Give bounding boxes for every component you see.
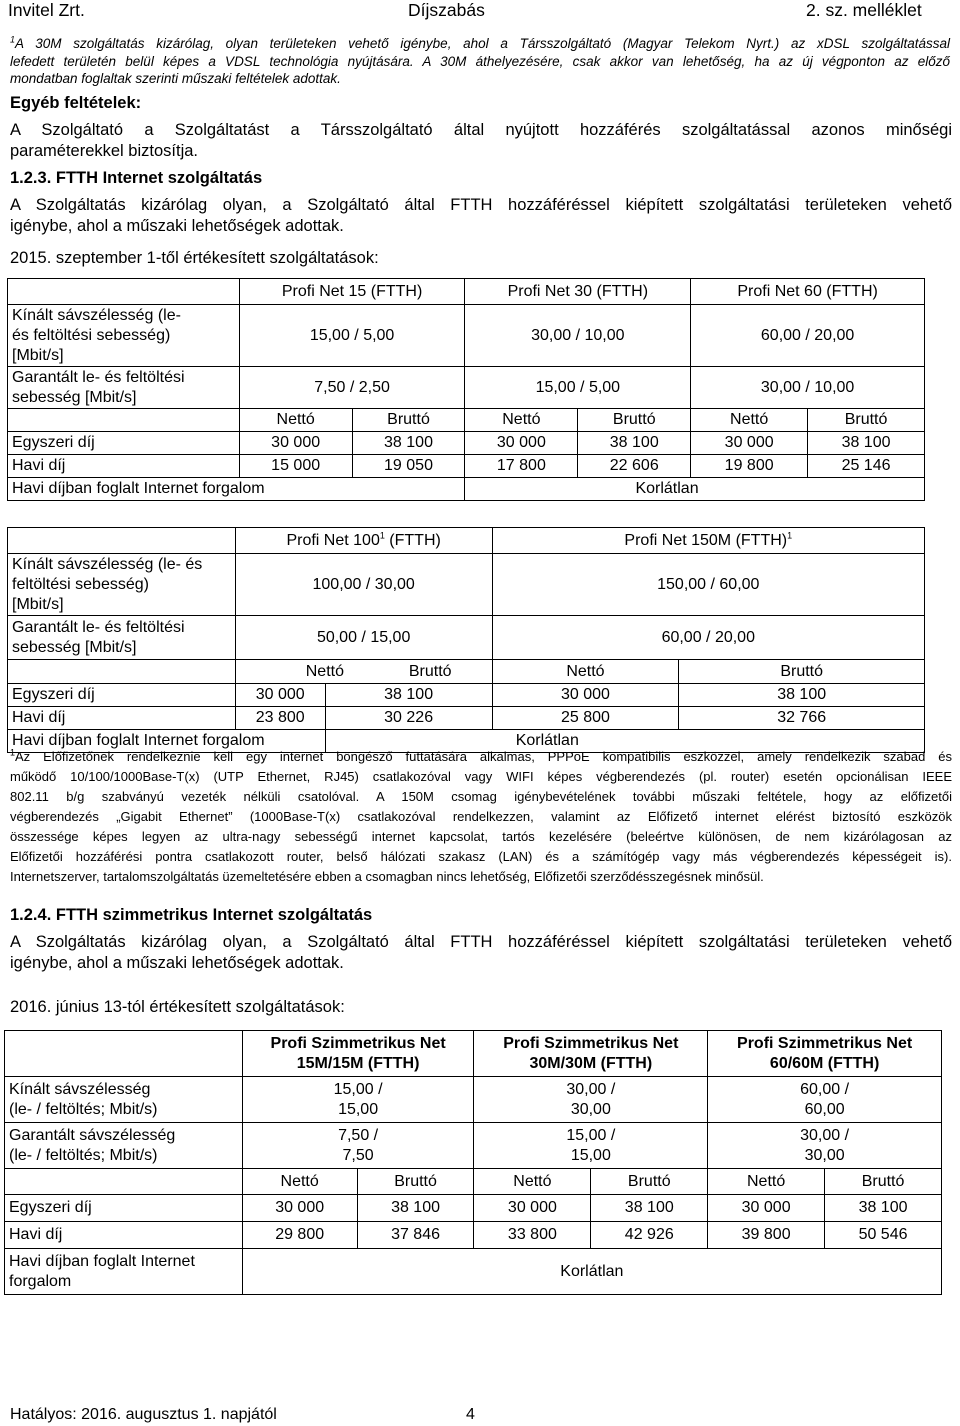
- bandwidth-value: 30,00 / 10,00: [465, 305, 691, 367]
- net-header: Nettó: [465, 409, 578, 432]
- plan-name: Profi Net 15 (FTTH): [239, 279, 465, 305]
- row-label-bandwidth: Kínált sávszélesség (le- / feltöltés; Mbit/s): [5, 1077, 243, 1123]
- fee-cell: 15 000: [239, 455, 352, 478]
- fee-cell: 30 000: [239, 432, 352, 455]
- fee-cell: 32 766: [679, 707, 925, 730]
- empty-cell: [8, 409, 240, 432]
- traffic-value: Korlátlan: [325, 730, 924, 753]
- fee-cell: 38 100: [325, 684, 492, 707]
- fee-cell: 33 800: [474, 1222, 591, 1249]
- gross-header: Bruttó: [357, 1169, 474, 1195]
- fee-cell: 38 100: [679, 684, 925, 707]
- other-conditions-heading: Egyéb feltételek:: [10, 94, 142, 112]
- gross-header: Bruttó: [408, 662, 452, 680]
- gross-header: Bruttó: [808, 409, 925, 432]
- table-corner: [5, 1031, 243, 1077]
- guaranteed-value: 7,50 / 2,50: [239, 367, 465, 409]
- footnote-line: működő 10/100/1000Base-T(x) (UTP Ethernet, RJ45) csatlakozóval vagy WIFI képes végberendezés (pl. router) esetén opcionálisan IEEE: [10, 769, 952, 784]
- footer-effective-date: Hatályos: 2016. augusztus 1. napjától: [10, 1406, 277, 1423]
- bandwidth-value: 30,00 / 30,00: [474, 1077, 708, 1123]
- fee-cell: 30 000: [691, 432, 808, 455]
- fee-cell: 17 800: [465, 455, 578, 478]
- footnote-line: Internetszerver, tartalomszolgáltatás üzemeltetésére ebben a csomagban nincs lehetőség, Előfizetői szerződésszegésnek minősül.: [10, 869, 764, 884]
- fee-cell: 30 000: [492, 684, 679, 707]
- footnote-30m-line3: mondatban foglaltak szerinti műszaki feltételek adottak.: [10, 71, 341, 86]
- bandwidth-value: 15,00 / 5,00: [239, 305, 465, 367]
- fee-cell: 30 226: [325, 707, 492, 730]
- fee-cell: 25 800: [492, 707, 679, 730]
- plan-name: Profi Szimmetrikus Net 30M/30M (FTTH): [474, 1031, 708, 1077]
- table-corner: [8, 528, 236, 554]
- fee-cell: 42 926: [591, 1222, 708, 1249]
- gross-header: Bruttó: [679, 660, 925, 684]
- fee-cell: 30 000: [465, 432, 578, 455]
- guaranteed-value: 30,00 / 30,00: [708, 1123, 942, 1169]
- footer-page-number: 4: [466, 1406, 475, 1423]
- footnote-line: 802.11 b/g szabványú vezeték nélküli csatolóval. A 150M csomag igénybevételének további műszaki feltétele, hogy az előfizetői: [10, 789, 952, 804]
- gross-header: Bruttó: [825, 1169, 942, 1195]
- fee-cell: 29 800: [242, 1222, 357, 1249]
- section-123-line1: A Szolgáltatás kizárólag olyan, a Szolgáltató által FTTH hozzáféréssel kiépített szolgáltatási területeken vehető: [10, 196, 952, 214]
- fee-cell: 30 000: [708, 1195, 825, 1222]
- plan-name: Profi Net $100^1$ (FTTH): [235, 528, 492, 554]
- fee-cell: 30 000: [242, 1195, 357, 1222]
- empty-cell: [5, 1169, 243, 1195]
- header-title: Díjszabás: [408, 0, 485, 20]
- row-label-traffic: Havi díjban foglalt Internet forgalom: [5, 1249, 243, 1295]
- net-header: Nettó: [708, 1169, 825, 1195]
- net-header: Nettó: [305, 662, 344, 680]
- row-label-bandwidth: Kínált sávszélesség (le- és feltöltési sebesség) [Mbit/s]: [8, 305, 240, 367]
- traffic-value: Korlátlan: [242, 1249, 941, 1295]
- table-corner: [8, 279, 240, 305]
- row-label-guaranteed: Garantált le- és feltöltési sebesség [Mbit/s]: [8, 367, 240, 409]
- bandwidth-value: 150,00 / 60,00: [492, 554, 924, 616]
- bandwidth-value: 60,00 / 20,00: [691, 305, 925, 367]
- pricing-table-ftth: [7, 278, 925, 501]
- section-124-line1: A Szolgáltatás kizárólag olyan, a Szolgáltató által FTTH hozzáféréssel kiépített szolgáltatási területeken vehető: [10, 933, 952, 951]
- section-123-date: 2015. szeptember 1-től értékesített szolgáltatások:: [10, 249, 379, 267]
- plan-name: Profi Net 150M (FTTH)$^1$: [492, 528, 924, 554]
- net-header: Nettó: [474, 1169, 591, 1195]
- fee-cell: 19 050: [352, 455, 465, 478]
- row-label-guaranteed: Garantált le- és feltöltési sebesség [Mbit/s]: [8, 616, 236, 660]
- section-123-line2: igénybe, ahol a műszaki lehetőségek adottak.: [10, 217, 344, 235]
- section-123-heading: 1.2.3. FTTH Internet szolgáltatás: [10, 169, 263, 187]
- row-label-one-time-fee: Egyszeri díj: [8, 432, 240, 455]
- row-label-bandwidth: Kínált sávszélesség (le- és feltöltési sebesség) [Mbit/s]: [8, 554, 236, 616]
- gross-header: Bruttó: [578, 409, 691, 432]
- guaranteed-value: 60,00 / 20,00: [492, 616, 924, 660]
- row-label-traffic: Havi díjban foglalt Internet forgalom: [8, 478, 465, 501]
- other-conditions-line1: A Szolgáltató a Szolgáltatást a Társszolgáltató által nyújtott hozzáférés szolgáltatással azonos minőségi: [10, 121, 952, 139]
- other-conditions-line2: paraméterekkel biztosítja.: [10, 142, 199, 160]
- fee-cell: 38 100: [357, 1195, 474, 1222]
- footnote-line: $^1$Az Előfizetőnek rendelkeznie kell egy internet böngésző futtatására alkalmas, PPPoE kompatibilis eszközzel, amely rendelkezik szabad és: [10, 747, 952, 764]
- bandwidth-value: 15,00 / 15,00: [242, 1077, 474, 1123]
- fee-cell: 38 100: [578, 432, 691, 455]
- row-label-monthly-fee: Havi díj: [8, 455, 240, 478]
- fee-cell: 38 100: [352, 432, 465, 455]
- plan-name: Profi Szimmetrikus Net 15M/15M (FTTH): [242, 1031, 474, 1077]
- fee-cell: 38 100: [808, 432, 925, 455]
- footnote-150m: [10, 747, 952, 887]
- bandwidth-value: 60,00 / 60,00: [708, 1077, 942, 1123]
- gross-header: Bruttó: [591, 1169, 708, 1195]
- pricing-table-symmetric: [4, 1030, 942, 1295]
- fee-cell: 25 146: [808, 455, 925, 478]
- guaranteed-value: 30,00 / 10,00: [691, 367, 925, 409]
- header-company: Invitel Zrt.: [8, 0, 85, 20]
- row-label-monthly-fee: Havi díj: [8, 707, 236, 730]
- bandwidth-value: 100,00 / 30,00: [235, 554, 492, 616]
- fee-cell: 22 606: [578, 455, 691, 478]
- fee-cell: 30 000: [235, 684, 325, 707]
- fee-cell: 38 100: [591, 1195, 708, 1222]
- traffic-value: Korlátlan: [465, 478, 925, 501]
- fee-cell: 39 800: [708, 1222, 825, 1249]
- net-header: Nettó: [239, 409, 352, 432]
- fee-cell: 38 100: [825, 1195, 942, 1222]
- gross-header: Bruttó: [352, 409, 465, 432]
- guaranteed-value: 15,00 / 5,00: [465, 367, 691, 409]
- section-124-date: 2016. június 13-tól értékesített szolgáltatások:: [10, 998, 345, 1016]
- fee-cell: 30 000: [474, 1195, 591, 1222]
- plan-name: Profi Net 60 (FTTH): [691, 279, 925, 305]
- empty-cell: [8, 660, 236, 684]
- section-124-heading: 1.2.4. FTTH szimmetrikus Internet szolgáltatás: [10, 906, 373, 924]
- fee-cell: 50 546: [825, 1222, 942, 1249]
- footnote-line: Előfizetői hozzáférési pontra csatlakozott router, belső hálózati szakasz (LAN) és a számítógép vagy más végberendezés képességeit is).: [10, 849, 952, 864]
- row-label-traffic: Havi díjban foglalt Internet forgalom: [8, 730, 326, 753]
- fee-cell: 23 800: [235, 707, 325, 730]
- guaranteed-value: 7,50 / 7,50: [242, 1123, 474, 1169]
- row-label-one-time-fee: Egyszeri díj: [8, 684, 236, 707]
- row-label-guaranteed: Garantált sávszélesség (le- / feltöltés; Mbit/s): [5, 1123, 243, 1169]
- footnote-30m-line1: $^1$A 30M szolgáltatás kizárólag, olyan területeken vehető igénybe, ahol a Társszolgáltató (Magyar Telekom Nyrt.) az xDSL szolgáltatással: [10, 34, 950, 51]
- plan-name: Profi Net 30 (FTTH): [465, 279, 691, 305]
- row-label-one-time-fee: Egyszeri díj: [5, 1195, 243, 1222]
- row-label-monthly-fee: Havi díj: [5, 1222, 243, 1249]
- net-header: Nettó: [492, 660, 679, 684]
- guaranteed-value: 15,00 / 15,00: [474, 1123, 708, 1169]
- section-124-line2: igénybe, ahol a műszaki lehetőségek adottak.: [10, 954, 344, 972]
- footnote-30m-line2: lefedett területén belül képes a VDSL technológia nyújtására. A 30M áthelyezésére, csak akkor van lehetőség, ha az új végponton az előző: [10, 54, 950, 69]
- header-annex: 2. sz. melléklet: [806, 0, 922, 20]
- plan-name: Profi Szimmetrikus Net 60/60M (FTTH): [708, 1031, 942, 1077]
- footnote-line: végberendezés „Gigabit Ethernet” (1000Base-T(x) csatlakozóval rendelkezzen, valamint az Előfizető internet elérést biztosító eszközök: [10, 809, 952, 824]
- net-header: Nettó: [691, 409, 808, 432]
- pricing-table-ftth-high: [7, 527, 925, 753]
- net-header: Nettó: [242, 1169, 357, 1195]
- fee-cell: 37 846: [357, 1222, 474, 1249]
- net-gross-header: [235, 660, 492, 684]
- fee-cell: 19 800: [691, 455, 808, 478]
- footnote-line: összessége képes legyen az ultra-nagy sebességű internet kapcsolat, tartós kezelésére (beleértve különösen, de nem kizárólagosan az: [10, 829, 952, 844]
- guaranteed-value: 50,00 / 15,00: [235, 616, 492, 660]
